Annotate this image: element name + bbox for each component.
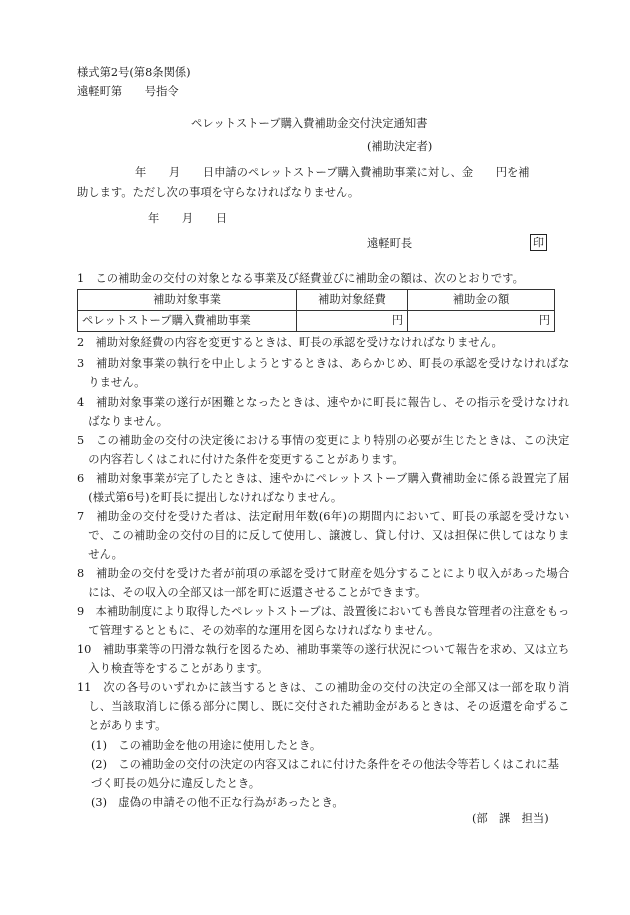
subitem: (1) この補助金を他の用途に使用したとき。	[91, 739, 322, 752]
document-title: ペレットストーブ購入費補助金交付決定通知書	[191, 117, 428, 130]
condition-item: 5 この補助金の交付の決定後における事情の変更により特別の必要が生じたときは、この決定の内容若しくはこれに付けた条件を変更することがあります。	[77, 434, 570, 466]
grant-table	[77, 289, 555, 332]
condition-item: 8 補助金の交付を受けた者が前項の承認を受けて財産を処分することにより収入があった場合には、その収入の全部又は一部を町に返還させることができます。	[77, 567, 570, 599]
condition-item: 3 補助対象事業の執行を中止しようとするときは、あらかじめ、町長の承認を受けなければなりません。	[77, 357, 570, 389]
table-header: 補助金の額	[408, 290, 555, 311]
addressee: (補助決定者)	[367, 140, 433, 153]
intro-line-1: 年 月 日申請のペレットストーブ購入費補助事業に対し、金 円を補	[135, 166, 530, 179]
table-header: 補助対象事業	[78, 290, 297, 311]
seal-stamp: 印	[530, 234, 547, 251]
condition-item: 4 補助対象事業の遂行が困難となったときは、速やかに町長に報告し、その指示を受けなければなりません。	[77, 396, 570, 428]
document-number: 遠軽町第 号指令	[77, 85, 179, 98]
table-cell-cost: 円	[297, 311, 408, 332]
condition-item: 7 補助金の交付を受けた者は、法定耐用年数(6年)の期間内において、町長の承認を受けないで、この補助金の交付の目的に反して使用し、譲渡し、貸し付け、又は担保に供してはなりません。	[77, 510, 570, 561]
section-1: 1 この補助金の交付の対象となる事業及び経費並びに補助金の額は、次のとおりです。	[77, 272, 524, 285]
date-line: 年 月 日	[148, 212, 228, 225]
condition-item: 10 補助事業等の円滑な執行を図るため、補助事業等の遂行状況について報告を求め、又は立ち入り検査等をすることがあります。	[77, 643, 570, 675]
form-number: 様式第2号(第8条関係)	[77, 66, 191, 79]
table-header: 補助対象経費	[297, 290, 408, 311]
intro-line-2: 助します。ただし次の事項を守らなければなりません。	[77, 186, 360, 199]
condition-item: 9 本補助制度により取得したペレットストーブは、設置後においても善良な管理者の注意をもって管理するとともに、その効率的な運用を図らなければなりません。	[77, 605, 570, 637]
footer-department: (部 課 担当)	[472, 812, 549, 825]
table-row	[78, 311, 555, 332]
condition-item: 11 次の各号のいずれかに該当するときは、この補助金の交付の決定の全部又は一部を取り消し、当該取消しに係る部分に関し、既に交付された補助金があるときは、その返還を命ずることがあります。	[77, 681, 570, 732]
table-cell-project: ペレットストーブ購入費補助事業	[78, 311, 297, 332]
table-header-row	[78, 290, 555, 311]
subitem: (2) この補助金の交付の決定の内容又はこれに付けた条件をその他法令等若しくはこれに基づく町長の処分に違反したとき。	[91, 758, 559, 790]
issuer-name: 遠軽町長	[367, 237, 413, 250]
condition-item: 2 補助対象経費の内容を変更するときは、町長の承認を受けなければなりません。	[77, 336, 503, 349]
subitem: (3) 虚偽の申請その他不正な行為があったとき。	[91, 796, 344, 809]
condition-item: 6 補助対象事業が完了したときは、速やかにペレットストーブ購入費補助金に係る設置完了届(様式第6号)を町長に提出しなければなりません。	[77, 472, 570, 504]
table-cell-amount: 円	[408, 311, 555, 332]
